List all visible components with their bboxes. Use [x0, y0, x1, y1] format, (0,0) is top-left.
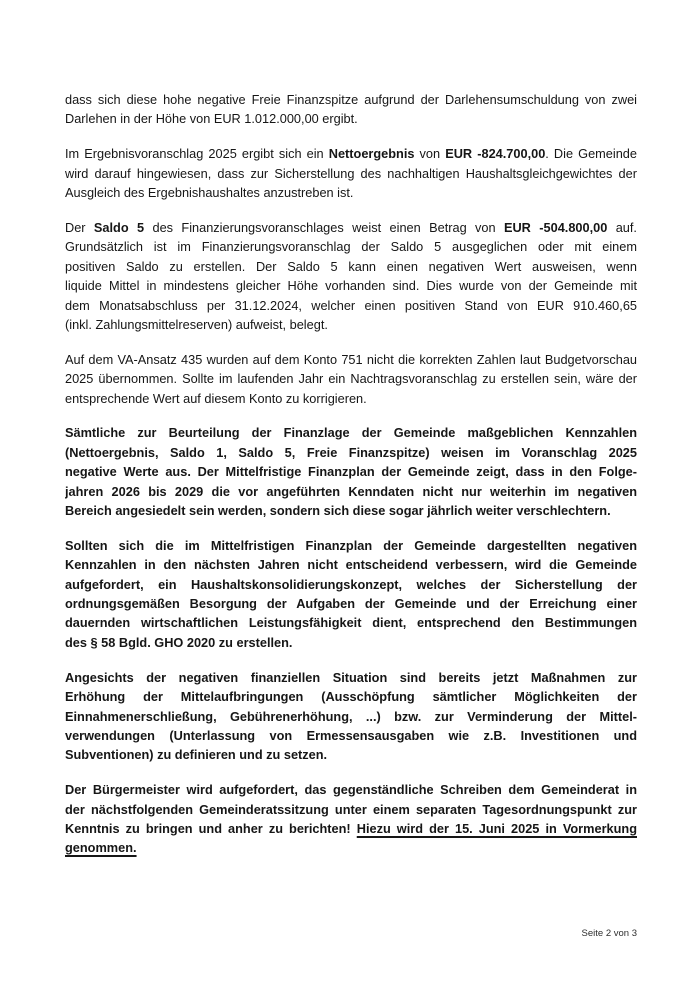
paragraph [65, 668, 637, 765]
text-segment: Der Bürgermeister wird aufgefordert, das gegenständliche Schreiben dem Gemeinderat in [65, 782, 637, 798]
text-segment: Kenntnis zu bringen und anher zu berichten! [65, 821, 357, 836]
text-segment: positiven Saldo zu erstellen. Der Saldo 5 kann einen negativen Wert ausweisen, wenn [65, 258, 637, 274]
text-line [65, 482, 637, 501]
text-line [65, 687, 637, 706]
text-segment: Grundsätzlich ist im Finanzierungsvoranschlag der Saldo 5 ausgeglichen oder mit einem [65, 239, 637, 255]
text-line [65, 237, 637, 256]
paragraph [65, 144, 637, 202]
text-line [65, 257, 637, 276]
text-line [65, 575, 637, 594]
document-body [65, 90, 637, 873]
paragraph [65, 90, 637, 129]
text-line [65, 819, 637, 838]
text-segment: (Nettoergebnis, Saldo 1, Saldo 5, Freie Finanzspitze) weisen im Voranschlag 2025 [65, 444, 637, 460]
text-segment: auf. [607, 219, 637, 235]
text-line [65, 726, 637, 745]
text-line [65, 800, 637, 819]
text-segment: Angesichts der negativen finanziellen Situation sind bereits jetzt Maßnahmen zur [65, 669, 637, 685]
text-segment: Sollten sich die im Mittelfristigen Finanzplan der Gemeinde dargestellten negativen [65, 537, 637, 553]
text-line [65, 462, 637, 481]
text-segment: entsprechende Wert auf diesem Konto zu korrigieren. [65, 390, 367, 406]
text-segment: (inkl. Zahlungsmittelreserven) aufweist, belegt. [65, 316, 328, 332]
text-segment: dass sich diese hohe negative Freie Finanzspitze aufgrund der Darlehensumschuldung von zwei [65, 92, 637, 107]
paragraph [65, 423, 637, 520]
text-line [65, 369, 637, 388]
paragraph [65, 780, 637, 858]
text-line [65, 276, 637, 295]
text-segment: Auf dem VA-Ansatz 435 wurden auf dem Konto 751 nicht die korrekten Zahlen laut Budgetvorschau [65, 351, 637, 367]
paragraph [65, 536, 637, 652]
text-line [65, 536, 637, 555]
text-segment: Subventionen) zu definieren und zu setzen. [65, 747, 328, 763]
text-segment: dem Monatsabschluss per 31.12.2024, welcher einen positiven Stand von EUR 910.460,65 [65, 297, 637, 313]
text-line [65, 443, 637, 462]
text-line [65, 594, 637, 613]
text-line [65, 633, 637, 652]
text-segment: Bereich angesiedelt sein werden, sondern sich diese sogar jährlich weiter verschlechtern. [65, 503, 611, 519]
text-segment: negative Werte aus. Der Mittelfristige Finanzplan der Gemeinde zeigt, dass in den Folge- [65, 464, 637, 480]
text-segment: Erhöhung der Mittelaufbringungen (Ausschöpfung sämtlicher Möglichkeiten der [65, 689, 637, 705]
text-line [65, 109, 637, 128]
text-segment: des § 58 Bgld. GHO 2020 zu erstellen. [65, 634, 293, 650]
text-line [65, 296, 637, 315]
text-segment: von [414, 146, 446, 162]
text-segment: . Die Gemeinde [545, 146, 637, 162]
text-line [65, 183, 637, 202]
page-number: Seite 2 von 3 [581, 928, 637, 939]
underlined-text: genommen. [65, 840, 137, 856]
text-segment: Im Ergebnisvoranschlag 2025 ergibt sich ein [65, 146, 329, 162]
bold-text: EUR -504.800,00 [503, 219, 608, 235]
text-line [65, 218, 637, 237]
text-line [65, 613, 637, 632]
bold-text: Nettoergebnis [328, 146, 415, 162]
text-line [65, 144, 637, 163]
text-line [65, 838, 637, 857]
text-line [65, 423, 637, 442]
text-segment: jahren 2026 bis 2029 die vor angeführten Kenndaten nicht nur weiterhin im negativen [65, 483, 637, 499]
text-segment: des Finanzierungsvoranschlages weist einen Betrag von [144, 219, 504, 235]
text-line [65, 555, 637, 574]
text-line [65, 315, 637, 334]
text-segment: aufgefordert, ein Haushaltskonsolidierungskonzept, welches der Sicherstellung der [65, 576, 637, 592]
text-segment: dauernden wirtschaftlichen Leistungsfähigkeit dient, entsprechend den Bestimmungen [65, 615, 637, 631]
text-line [65, 164, 637, 183]
text-segment: verwendungen (Unterlassung von Ermessensausgaben wie z.B. Investitionen und [65, 727, 637, 743]
paragraph [65, 350, 637, 408]
text-segment: der nächstfolgenden Gemeinderatssitzung unter einem separaten Tagesordnungspunkt zur [65, 801, 637, 817]
text-segment: wird darauf hingewiesen, dass zur Sicherstellung des nachhaltigen Haushaltsgleichgewichtes der [65, 165, 637, 181]
text-line [65, 501, 637, 520]
text-line [65, 350, 637, 369]
paragraph [65, 218, 637, 334]
text-line [65, 745, 637, 764]
text-segment: Kennzahlen in den nächsten Jahren nicht entscheidend verbessern, wird die Gemeinde [65, 557, 637, 573]
text-segment: Einnahmenerschließung, Gebührenerhöhung, ...) bzw. zur Verminderung der Mittel- [65, 708, 637, 724]
text-segment: Der [65, 219, 94, 235]
text-segment: liquide Mittel in mindestens gleicher Höhe vorhanden sind. Dies wurde von der Gemeinde mit [65, 278, 637, 294]
text-line [65, 90, 637, 109]
text-segment: ordnungsgemäßen Besorgung der Aufgaben der Gemeinde und der Erreichung einer [65, 596, 637, 612]
text-line [65, 668, 637, 687]
bold-text: EUR -824.700,00 [445, 146, 546, 162]
text-segment: Darlehen in der Höhe von EUR 1.012.000,00 ergibt. [65, 111, 358, 127]
text-line [65, 389, 637, 408]
underlined-text: Hiezu wird der 15. Juni 2025 in Vormerkung [356, 821, 637, 836]
text-line [65, 780, 637, 799]
text-segment: 2025 übernommen. Sollte im laufenden Jahr ein Nachtragsvoranschlag zu erstellen sein, wäre der [65, 371, 637, 387]
text-segment: Sämtliche zur Beurteilung der Finanzlage der Gemeinde maßgeblichen Kennzahlen [65, 425, 637, 441]
text-line [65, 707, 637, 726]
text-segment: Ausgleich des Ergebnishaushaltes anzustreben ist. [65, 185, 354, 201]
bold-text: Saldo 5 [93, 219, 145, 235]
